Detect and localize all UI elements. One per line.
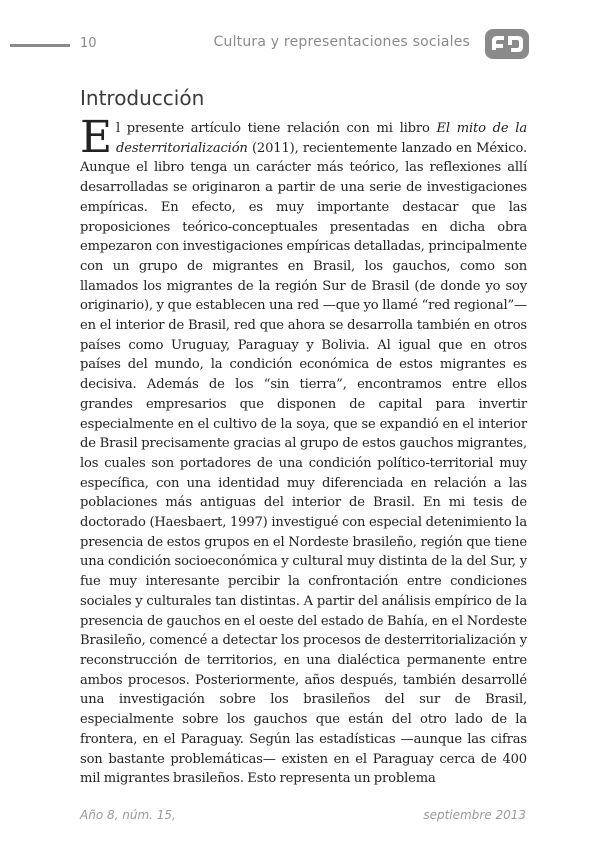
- footer-date: septiembre 2013: [423, 808, 526, 822]
- journal-logo-icon: [484, 28, 530, 60]
- running-head: Cultura y representaciones sociales: [213, 34, 470, 50]
- page-number: 10: [80, 36, 97, 51]
- body-paragraph: [80, 112, 528, 789]
- drop-cap: E: [80, 112, 112, 163]
- paragraph-start: l presente artículo tiene relación con mi libro: [115, 121, 437, 136]
- book-title: El mito de la desterritorialización: [115, 121, 528, 156]
- header-rule: [10, 44, 70, 47]
- footer-issue: Año 8, núm. 15,: [80, 808, 176, 822]
- paragraph-rest: (2011), recientemente lanzado en México. Aunque el libro tenga un carácter más teórico, las reflexiones allí desarrolladas se originaron a partir de una serie de investigaciones empíricas. En efecto, es muy importante destacar que las proposiciones teórico-conceptuales presentadas en dicha obra empezaron con investigaciones empíricas detalladas, principalmente con un grupo de migrantes en Brasil, los gauchos, como son llamados los migrantes de la región Sur de Brasil (de donde yo soy originario), y que establecen una red —que yo llamé “red regional”— en el interior de Brasil, red que ahora se desarrolla también en otros países como Uruguay, Paraguay y Bolivia. Al igual que en otros países del mundo, la condición económica de estos migrantes es decisiva. Además de los “sin tierra”, encontramos entre ellos grandes empresarios que disponen de capital para invertir especialmente en el cultivo de la soya, que se expandió en el interior de Brasil precisamente gracias al grupo de estos gauchos migrantes, los cuales son portadores de una condición político-territorial muy específica, con una identidad muy diferenciada en relación a las poblaciones más antiguas del interior de Brasil. En mi tesis de doctorado (Haesbaert, 1997) investigué con especial detenimiento la presencia de estos grupos en el Nordeste brasileño, región que tiene una condición socioeconómica y cultural muy distinta de la del Sur, y fue muy interesante percibir la confrontación entre condiciones sociales y culturales tan distintas. A partir del análisis empírico de la presencia de gauchos en el oeste del estado de Bahía, en el Nordeste Brasileño, comencé a detectar los procesos de desterritorialización y reconstrucción de territorios, en una dialéctica permanente entre ambos procesos. Posteriormente, años después, también desarrollé una investigación sobre los brasileños del sur de Brasil, especialmente sobre los gauchos que están del otro lado de la frontera, en el Paraguay. Según las estadísticas —aunque las cifras son bastante problemáticas— existen en el Paraguay cerca de 400 mil migrantes brasileños. Esto representa un problema: [80, 140, 527, 787]
- section-title: Introducción: [80, 86, 205, 110]
